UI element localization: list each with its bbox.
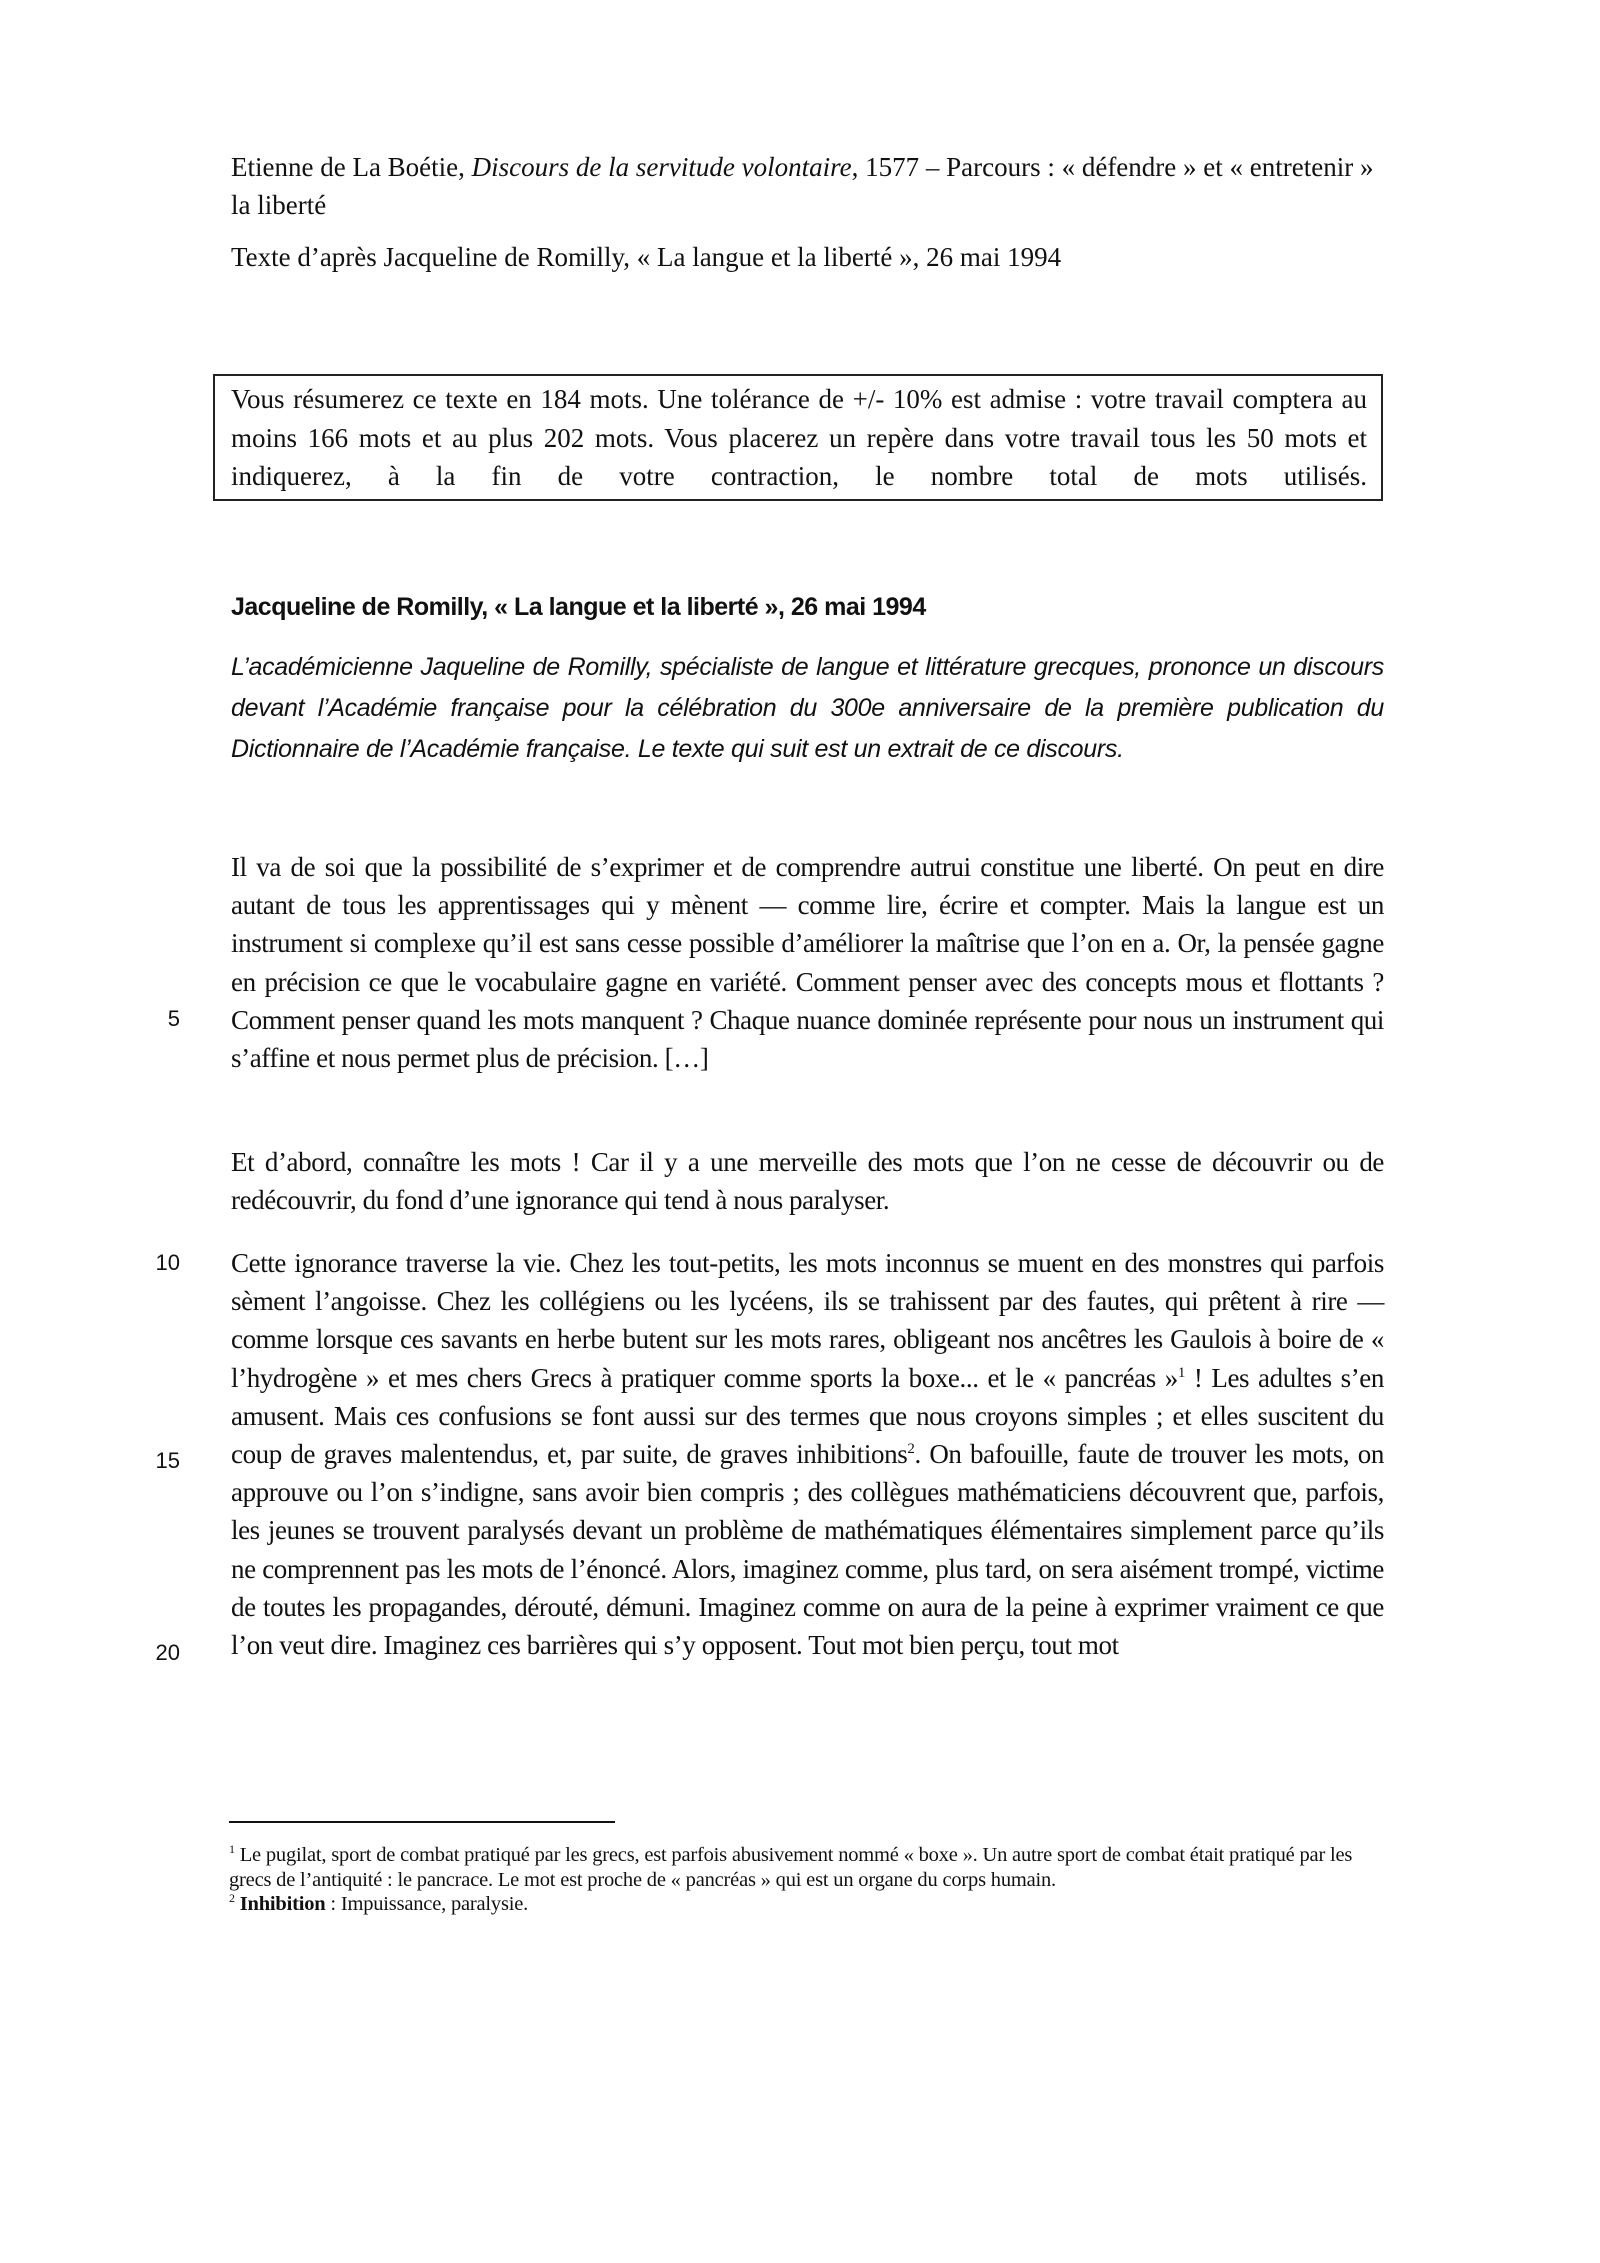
article-intro: L’académicienne Jaqueline de Romilly, spécialiste de langue et littérature grecques, prononce un discours devant l’Académie française pour la célébration du 300e anniversaire de la première publication du Dictionnaire de l’Académie française. Le texte qui suit est un extrait de ce discours. [231,653,1384,763]
footnote-ref-1[interactable]: 1 [1177,1364,1185,1381]
paragraph-text: . On bafouille, faute de trouver les mots, on approuve ou l’on s’indigne, sans avoir bien compris ; des collègues mathématiciens découvrent que, parfois, les jeunes se trouvent paralysés devant un problème de mathématiques élémentaires simplement parce qu’ils ne comprennent pas les mots de l’énoncé. Alors, imaginez comme, plus tard, on sera aisément trompé, victime de toutes les propagandes, dérouté, démuni. Imaginez comme on aura de la peine à exprimer vraiment ce que l’on veut dire. Imaginez ces barrières qui s’y opposent. Tout mot bien perçu, tout mot [231,1439,1384,1661]
footnote-text: : Impuissance, paralysie. [325,1893,529,1915]
header-work-title: Discours de la servitude volontaire [471,152,852,182]
body-paragraph [231,1244,1384,1664]
paragraph-text: Cette ignorance traverse la vie. Chez les tout-petits, les mots inconnus se muent en des monstres qui parfois sèment l’angoisse. Chez les collégiens ou les lycéens, ils se trahissent par des fautes, qui prêtent à rire — comme lorsque ces savants en herbe butent sur les mots rares, obligeant nos ancêtres les Gaulois à boire de « l’hydrogène » et mes chers Grecs à pratiquer comme sports la boxe... et le « pancréas » [231,1248,1384,1393]
footnote-term: Inhibition [234,1893,326,1915]
instruction-text: Vous résumerez ce texte en 184 mots. Une tolérance de +/- 10% est admise : votre travail comptera au moins 166 mots et au plus 202 mots. Vous placerez un repère dans votre travail tous les 50 mots et indiquerez, à la fin de votre contraction, le nombre total de mots utilisés. [231,384,1367,491]
line-number: 10 [155,1250,180,1275]
header-parcours: , 1577 – Parcours : « défendre » et « entretenir » la liberté [231,152,1374,220]
footnote-1 [229,1843,1389,1892]
header-source: Texte d’après Jacqueline de Romilly, « La langue et la liberté », 26 mai 1994 [231,242,1062,272]
footnote-marker: 2 [229,1891,235,1906]
header-author: Etienne de La Boétie, [231,152,472,182]
footnote-divider [229,1821,615,1823]
instruction-box [213,374,1383,501]
body-paragraph: Et d’abord, connaître les mots ! Car il y a une merveille des mots que l’on ne cesse de découvrir ou de redécouvrir, du fond d’une ignorance qui tend à nous paralyser. [231,1147,1384,1216]
footnote-ref-2[interactable]: 2 [907,1441,915,1458]
article-title: Jacqueline de Romilly, « La langue et la liberté », 26 mai 1994 [231,593,926,621]
footnote-text: Le pugilat, sport de combat pratiqué par les grecs, est parfois abusivement nommé « boxe ». Un autre sport de combat était pratiqué par les grecs de l’antiquité : le pancrace. Le mot est proche de « pancréas » qui est un organe du corps humain. [229,1844,1353,1891]
line-number: 5 [167,1006,180,1031]
body-paragraph: Il va de soi que la possibilité de s’exprimer et de comprendre autrui constitue une liberté. On peut en dire autant de tous les apprentissages qui y mènent — comme lire, écrire et compter. Mais la langue est un instrument si complexe qu’il est sans cesse possible d’améliorer la maîtrise que l’on en a. Or, la pensée gagne en précision ce que le vocabulaire gagne en variété. Comment penser avec des concepts mous et flottants ? Comment penser quand les mots manquent ? Chaque nuance dominée représente pour nous un instrument qui s’affine et nous permet plus de précision. […] [231,852,1384,1074]
footnotes [229,1843,1389,1917]
footnote-marker: 1 [229,1842,235,1857]
header-reference [231,148,1391,224]
line-number: 15 [155,1448,180,1473]
document-header [231,148,1391,276]
footnote-2 [229,1892,1389,1917]
paragraph-text: ! Les adultes s’en amusent. Mais ces confusions se font aussi sur des termes que nous croyons simples ; et elles suscitent du coup de graves malentendus, et, par suite, de graves inhibitions [231,1362,1384,1470]
line-number: 20 [155,1640,180,1665]
